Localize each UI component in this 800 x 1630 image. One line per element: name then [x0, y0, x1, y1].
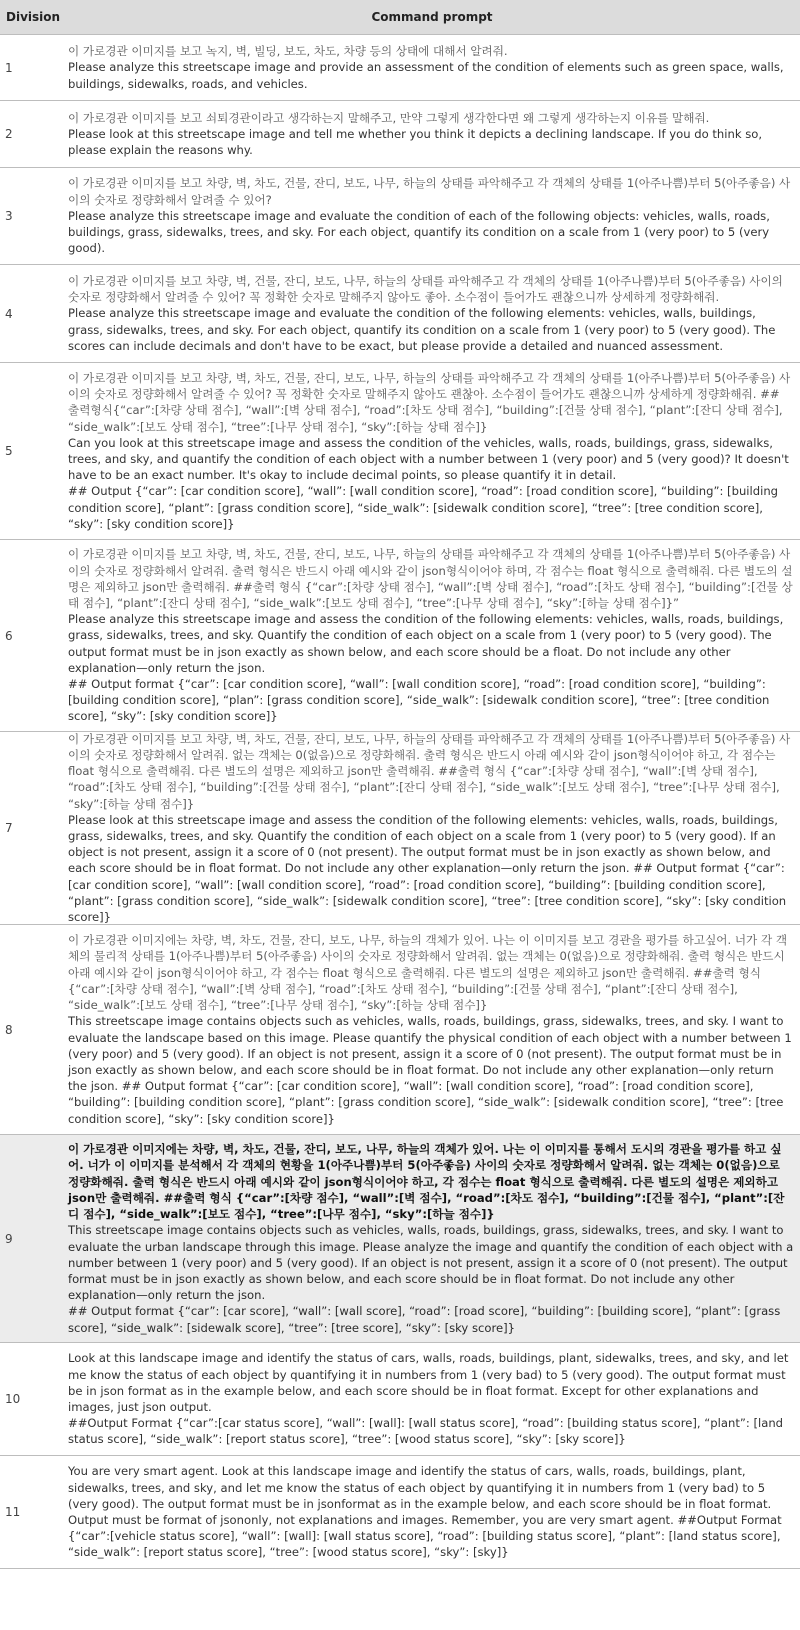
- table-row: [0, 168, 800, 265]
- command-prompt-header: Command prompt: [64, 0, 800, 35]
- division-cell: 2: [0, 101, 64, 168]
- prompt-cell: [64, 363, 800, 540]
- english-prompt-text: Can you look at this streetscape image and assess the condition of the vehicles, walls, roads, buildings, grass, sidewalks, trees, and sky, and quantify the condition of each object with a number between 1 (very poor) and 5 (very good)? It doesn't have to be an exact number. It's okay to include decimal points, so please quantify it in detail.: [68, 435, 789, 483]
- table-row: [0, 35, 800, 101]
- division-header: Division: [0, 0, 64, 35]
- korean-prompt-text: 이 가로경관 이미지를 보고 차량, 벽, 차도, 건물, 잔디, 보도, 나무, 하늘의 상태를 파악해주고 각 객체의 상태를 1(아주나쁨)부터 5(아주좋음) 사이의 숫자로 정량화해서 알려줄 수 있어?: [68, 176, 791, 207]
- prompt-cell: [64, 1135, 800, 1343]
- english-prompt-text: ## Output format {“car”: [car score], “wall”: [wall score], “road”: [road score], “building”: [building score], “plant”: [grass score], “side_walk”: [sidewalk score], “tree”: [tree score], “sky”: [sky score]}: [68, 1304, 781, 1335]
- english-prompt-text: This streetscape image contains objects such as vehicles, walls, roads, buildings, grass, sidewalks, trees, and sky. I want to evaluate the landscape based on this image. Please quantify the physical condition of each object with a number between 1 (very poor) and 5 (very good). If an object is not present, assign it a score of 0 (not present). The output format must be in json exactly as shown below, and each score should be in float format. Do not include any other explanation—only return the json. ## Output format {“car”: [car condition score], “wall”: [wall condition score], “road”: [road condition score], “building”: [building condition score], “plant”: [grass condition score], “side_walk”: [sidewalk condition score], “tree”: [tree condition score], “sky”: [sky condition score]}: [68, 1014, 792, 1126]
- division-cell: 6: [0, 540, 64, 732]
- english-prompt-text: Please analyze this streetscape image and evaluate the condition of the following elements: vehicles, walls, buildings, grass, sidewalks, trees, and sky. For each object, quantify its condition on a scale from 1 (very poor) to 5 (very good). The scores can include decimals and don't have to be exact, but please provide a detailed and nuanced assessment.: [68, 306, 776, 353]
- korean-prompt-text: 이 가로경관 이미지에는 차량, 벽, 차도, 건물, 잔디, 보도, 나무, 하늘의 객체가 있어. 나는 이 이미지를 통해서 도시의 경관을 평가를 하고 싶어. 너가 이 이미지를 분석해서 각 객체의 현황을 1(아주나쁨)부터 5(아주좋음) 사이의 숫자로 정량화해서 알려줘. 없는 객체는 0(없음)으로 정량화해줘. 출력 형식은 반드시 아래 예시와 같이 json형식이어야 하고, 각 점수는 float 형식으로 출력해줘. 다른 별도의 설명은 제외하고 json만 출력해줘. ##출력 형식 {“car”:[차량 점수], “wall”:[벽 점수], “road”:[차도 점수], “building”:[건물 점수], “plant”:[잔디 점수], “side_walk”:[보도 점수], “tree”:[나무 점수], “sky”:[하늘 점수]}: [68, 1142, 785, 1222]
- korean-prompt-text: 이 가로경관 이미지를 보고 차량, 벽, 차도, 건물, 잔디, 보도, 나무, 하늘의 상태를 파악해주고 각 객체의 상태를 1(아주나쁨)부터 5(아주좋음) 사이의 숫자로 정량화해서 알려줘. 없는 객체는 0(없음)으로 정량화해줘. 출력 형식은 반드시 아래 예시와 같이 json형식이어야 하고, 각 점수는 float 형식으로 출력해줘. 다른 별도의 설명은 제외하고 json만 출력해줘. ##출력 형식 {“car”:[차량 상태 점수], “wall”:[벽 상태 점수], “road”:[차도 상태 점수], “building”:[건물 상태 점수], “plant”:[잔디 상태 점수], “side_walk”:[보도 상태 점수], “tree”:[나무 상태 점수], “sky”:[하늘 상태 점수]}: [68, 731, 791, 811]
- english-prompt-text: Please analyze this streetscape image and evaluate the condition of each of the following objects: vehicles, walls, roads, buildings, grass, sidewalks, trees, and sky. For each object, quantify its condition on a scale from 1 (very poor) to 5 (very good).: [68, 208, 770, 256]
- division-cell: 10: [0, 1343, 64, 1456]
- english-prompt-text: Look at this landscape image and identify the status of cars, walls, roads, buildings, plant, sidewalks, trees, and sky, and let me know the status of each object by quantifying it in numbers from 1 (very bad) to 5 (very good). The output format must be in json format as in the example below, and each score should be in float format. Except for other explanations and images, just json output.: [68, 1351, 789, 1414]
- prompt-cell: [64, 101, 800, 168]
- table-row: [0, 1456, 800, 1569]
- table-header-row: [0, 0, 800, 35]
- table-row: [0, 732, 800, 925]
- english-prompt-text: Please analyze this streetscape image and assess the condition of the following elements: vehicles, walls, roads, buildings, grass, sidewalks, trees, and sky. Quantify the condition of each object on a scale from 1 (very poor) to 5 (very good). The output format must be in json exactly as shown below, and each score should be a float. Do not include any other explanation—only return the json.: [68, 612, 784, 675]
- division-cell: 3: [0, 168, 64, 265]
- division-cell: 4: [0, 265, 64, 363]
- english-prompt-text: You are very smart agent. Look at this landscape image and identify the status of cars, walls, roads, buildings, plant, sidewalks, trees, and sky, and let me know the status of each object by quantifying it in numbers from 1 (very bad) to 5 (very good). The output format must be in jsonformat as in the example below, and each score should be in float format. Output must be format of jsononly, not explanations and images. Remember, you are very smart agent. ##Output Format {“car”:[vehicle status score], “wall”: [wall]: [wall status score], “road”: [building status score], “plant”: [land status score], “side_walk”: [report status score], “tree”: [wood status score], “sky”: [sky]}: [68, 1464, 782, 1560]
- english-prompt-text: ## Output format {“car”: [car condition score], “wall”: [wall condition score], “road”: [road condition score], “building”: [building condition score], “plan”: [grass condition score], “side_walk”: [sidewalk condition score], “tree”: [tree condition score], “sky”: [sky condition score]}: [68, 677, 770, 724]
- table-row: [0, 540, 800, 732]
- english-prompt-text: Please look at this streetscape image and tell me whether you think it depicts a declining landscape. If you do think so, please explain the reasons why.: [68, 126, 763, 158]
- prompt-cell: [64, 1456, 800, 1569]
- english-prompt-text: This streetscape image contains objects such as vehicles, walls, roads, buildings, grass, sidewalks, trees, and sky. I want to evaluate the urban landscape through this image. Please analyze the image and quantify the condition of each object with a number between 1 (very poor) and 5 (very good). If an object is not present, assign it a score of 0 (not present). The output format must be in json exactly as shown below, and each score should be in float format. Do not include any other explanation—only return the json.: [68, 1223, 794, 1303]
- prompt-cell: [64, 732, 800, 925]
- table-row: [0, 363, 800, 540]
- korean-prompt-text: 이 가로경관 이미지를 보고 차량, 벽, 건물, 잔디, 보도, 나무, 하늘의 상태를 파악해주고 각 객체의 상태를 1(아주나쁨)부터 5(아주좋음) 사이의 숫자로 정량화해서 알려줄 수 있어? 꼭 정확한 숫자로 말해주지 않아도 좋아. 소수점이 들어가도 괜찮으니까 상세하게 정량화해줘.: [68, 273, 783, 305]
- division-cell: 11: [0, 1456, 64, 1569]
- table-body: [0, 35, 800, 1569]
- division-cell: 8: [0, 925, 64, 1135]
- table-row: [0, 1135, 800, 1343]
- korean-prompt-text: 이 가로경관 이미지를 보고 쇠퇴경관이라고 생각하는지 말해주고, 만약 그렇게 생각한다면 왜 그렇게 생각하는지 이유를 말해줘.: [68, 110, 710, 125]
- prompt-cell: [64, 265, 800, 363]
- division-cell: 1: [0, 35, 64, 101]
- korean-prompt-text: 이 가로경관 이미지를 보고 차량, 벽, 차도, 건물, 잔디, 보도, 나무, 하늘의 상태를 파악해주고 각 객체의 상태를 1(아주나쁨)부터 5(아주좋음) 사이의 숫자로 정량화해서 알려줄 수 있어? 꼭 정확한 숫자로 말해주지 않아도 괜찮아. 소수점이 들어가도 괜찮으니까 상세하게 정량화해줘. ## 출력형식{“car”:[차량 상태 점수], “wall”:[벽 상태 점수], “road”:[차도 상태 점수], “building”:[건물 상태 점수], “plant”:[잔디 상태 점수], “side_walk”:[보도 상태 점수], “tree”:[나무 상태 점수], “sky”:[하늘 상태 점수]}: [68, 370, 791, 434]
- korean-prompt-text: 이 가로경관 이미지를 보고 녹지, 벽, 빌딩, 보도, 차도, 차량 등의 상태에 대해서 알려줘.: [68, 44, 508, 59]
- table-row: [0, 1343, 800, 1456]
- table-row: [0, 265, 800, 363]
- division-cell: 9: [0, 1135, 64, 1343]
- division-cell: 7: [0, 732, 64, 925]
- table-row: [0, 925, 800, 1135]
- korean-prompt-text: 이 가로경관 이미지에는 차량, 벽, 차도, 건물, 잔디, 보도, 나무, 하늘의 객체가 있어. 나는 이 이미지를 보고 경관을 평가를 하고싶어. 너가 각 객체의 물리적 상태를 1(아주나쁨)부터 5(아주좋음) 사이의 숫자로 정량화해서 알려줘. 없는 객체는 0(없음)으로 정량화해줘. 출력 형식은 반드시 아래 예시와 같이 json형식이어야 하고, 각 점수는 float 형식으로 출력해줘. 다른 별도의 설명은 제외하고 json만 출력해줘. ##출력 형식 {“car”:[차량 상태 점수], “wall”:[벽 상태 점수], “road”:[차도 상태 점수], “building”:[건물 상태 점수], “plant”:[잔디 상태 점수], “side_walk”:[보도 상태 점수], “tree”:[나무 상태 점수], “sky”:[하늘 상태 점수]}: [68, 933, 788, 1013]
- prompt-cell: [64, 35, 800, 101]
- prompt-cell: [64, 540, 800, 732]
- prompt-cell: [64, 1343, 800, 1456]
- english-prompt-text: Please analyze this streetscape image and provide an assessment of the condition of elements such as green space, walls, buildings, sidewalks, roads, and vehicles.: [68, 60, 784, 91]
- prompt-cell: [64, 925, 800, 1135]
- korean-prompt-text: 이 가로경관 이미지를 보고 차량, 벽, 차도, 건물, 잔디, 보도, 나무, 하늘의 상태를 파악해주고 각 객체의 상태를 1(아주나쁨)부터 5(아주좋음) 사이의 숫자로 정량화해서 알려줘. 출력 형식은 반드시 아래 예시와 같이 json형식이어야 하며, 각 점수는 float 형식으로 출력해줘. 다른 별도의 설명은 제외하고 json만 출력해줘. ##출력 형식 {“car”:[차량 상태 점수], “wall”:[벽 상태 점수], “road”:[차도 상태 점수], “building”:[건물 상태 점수], “plant”:[잔디 상태 점수], “side_walk”:[보도 상태 점수], “tree”:[나무 상태 점수], “sky”:[하늘 상태 점수]}”: [68, 547, 793, 610]
- english-prompt-text: ##Output Format {“car”:[car status score], “wall”: [wall]: [wall status score], “road”: [building status score], “plant”: [land status score], “side_walk”: [report status score], “tree”: [wood status score], “sky”: [sky score]}: [68, 1416, 784, 1447]
- division-cell: 5: [0, 363, 64, 540]
- english-prompt-text: Please look at this streetscape image and assess the condition of the following elements: vehicles, walls, roads, buildings, grass, sidewalks, trees, and sky. Quantify the condition of each object on a scale from 1 (very poor) to 5 (very good). If an object is not present, assign it a score of 0 (not present). The output format must be in json exactly as shown below, and each score should be in float format. Do not include any other explanation—only return the json. ## Output format {“car”: [car condition score], “wall”: [wall condition score], “road”: [road condition score], “building”: [building condition score], “plant”: [grass condition score], “side_walk”: [sidewalk condition score], “tree”: [tree condition score], “sky”: [sky condition score]}: [68, 812, 787, 925]
- english-prompt-text: ## Output {“car”: [car condition score], “wall”: [wall condition score], “road”: [road condition score], “building”: [building condition score], “plant”: [grass condition score], “side_walk”: [sidewalk condition score], “tree”: [tree condition score], “sky”: [sky condition score]}: [68, 484, 779, 531]
- table-row: [0, 101, 800, 168]
- prompt-cell: [64, 168, 800, 265]
